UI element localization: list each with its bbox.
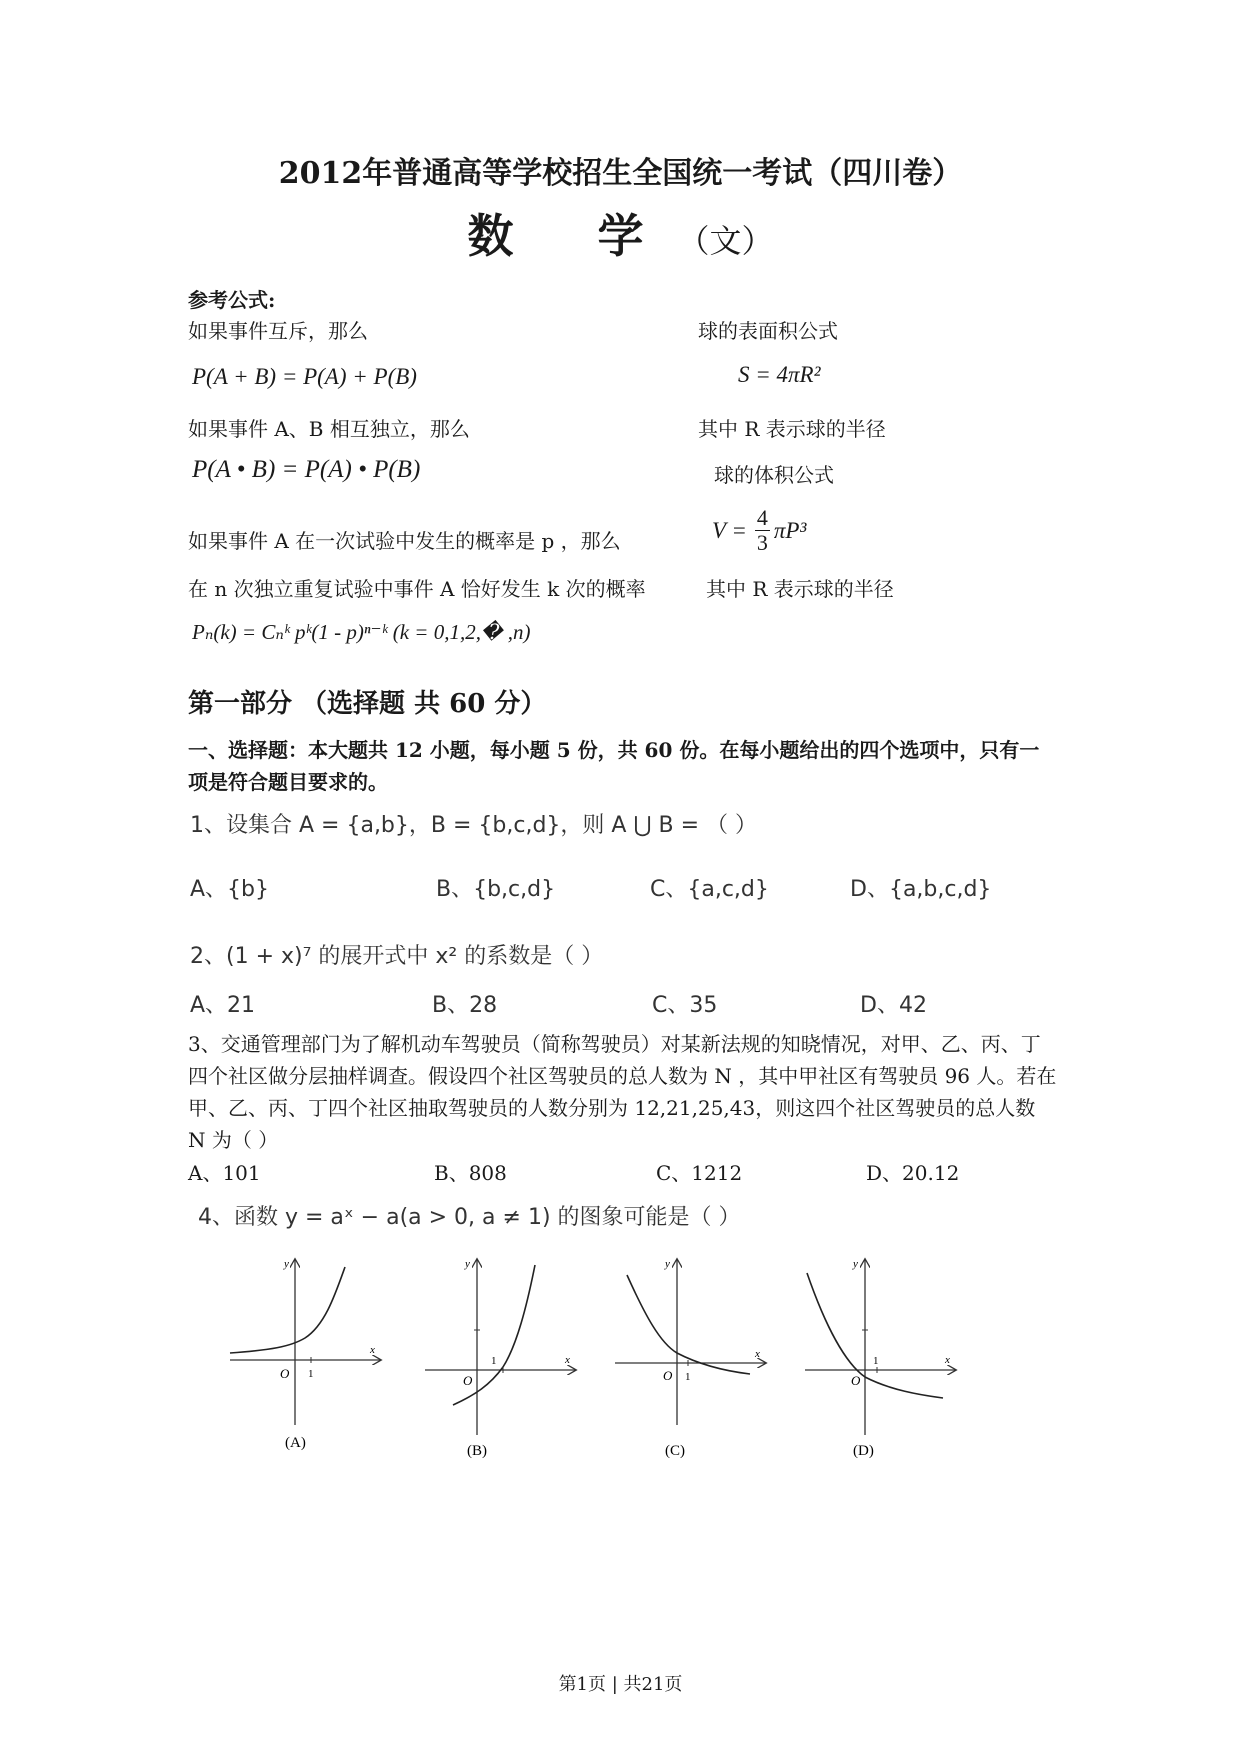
- question-3-option-b: B、808: [434, 1161, 507, 1185]
- graph-d-origin: O: [851, 1373, 861, 1388]
- question-3-option-a: A、101: [188, 1161, 261, 1185]
- formula-right-note2: 其中 R 表示球的半径: [706, 577, 894, 601]
- formulas-heading: 参考公式:: [188, 288, 276, 312]
- question-1-option-c: C、{a,c,d}: [650, 877, 769, 902]
- volume-prefix: V =: [712, 517, 747, 543]
- subject-line: [0, 200, 1241, 266]
- volume-suffix: πP³: [773, 517, 807, 543]
- graph-b: [425, 1258, 575, 1459]
- graph-c-y-label: y: [665, 1258, 670, 1270]
- graph-d-x-label: x: [945, 1354, 950, 1366]
- formula-right-line1: 球的表面积公式: [698, 319, 838, 343]
- question-2-option-c: C、35: [652, 993, 718, 1018]
- question-3-option-c: C、1212: [656, 1161, 743, 1185]
- graph-b-caption: (B): [467, 1443, 487, 1459]
- subject-title: 数 学: [467, 209, 678, 263]
- graph-b-x-label: x: [565, 1354, 570, 1366]
- question-1-option-d: D、{a,b,c,d}: [850, 877, 992, 902]
- question-3-option-d: D、20.12: [866, 1161, 960, 1185]
- page-footer: 第1页 | 共21页: [558, 1674, 683, 1695]
- graph-d-caption: (D): [853, 1443, 874, 1459]
- formula-binomial: Pₙ(k) = Cₙᵏ pᵏ(1 - p)ⁿ⁻ᵏ (k = 0,1,2,� ,n): [192, 620, 531, 644]
- exam-title: 2012年普通高等学校招生全国统一考试（四川卷）: [278, 156, 963, 191]
- graph-d-y-label: y: [853, 1258, 858, 1270]
- part1-heading: 第一部分 （选择题 共 60 分）: [188, 689, 547, 719]
- graph-a-tick: 1: [308, 1368, 314, 1380]
- formula-right-note1: 其中 R 表示球的半径: [698, 417, 886, 441]
- graph-c-tick: 1: [685, 1371, 691, 1383]
- volume-numerator: 4: [756, 505, 768, 530]
- volume-fraction: [755, 506, 770, 555]
- question-2-option-a: A、21: [190, 993, 256, 1018]
- question-4-graphs: [220, 1255, 1000, 1475]
- formula-multiplication: P(A • B) = P(A) • P(B): [192, 456, 421, 483]
- graph-c-origin: O: [663, 1368, 673, 1383]
- graph-a: [230, 1258, 380, 1451]
- question-2-option-d: D、42: [860, 993, 927, 1018]
- graph-d-tick: 1: [873, 1355, 879, 1367]
- formula-left-line1: 如果事件互斥，那么: [188, 319, 368, 343]
- graph-c: [615, 1258, 765, 1459]
- question-2-option-b: B、28: [432, 993, 498, 1018]
- formula-sphere-area: S = 4πR²: [738, 362, 821, 387]
- graph-b-origin: O: [463, 1373, 473, 1388]
- formula-left-line4: 在 n 次独立重复试验中事件 A 恰好发生 k 次的概率: [188, 577, 646, 601]
- formula-sphere-volume: [712, 506, 806, 555]
- graph-a-origin: O: [280, 1366, 290, 1381]
- graph-a-x-label: x: [370, 1344, 375, 1356]
- graph-c-caption: (C): [665, 1443, 685, 1459]
- graph-c-x-label: x: [755, 1348, 760, 1360]
- graph-b-y-label: y: [465, 1258, 470, 1270]
- question-1-option-b: B、{b,c,d}: [436, 877, 556, 902]
- formula-right-line2: 球的体积公式: [714, 463, 834, 487]
- graph-a-caption: (A): [285, 1435, 306, 1451]
- formula-addition: P(A + B) = P(A) + P(B): [192, 364, 417, 389]
- formula-left-line3: 如果事件 A 在一次试验中发生的概率是 p ，那么: [188, 529, 621, 553]
- graph-a-y-label: y: [284, 1258, 289, 1270]
- volume-denominator: 3: [756, 530, 768, 555]
- graph-d: [805, 1258, 955, 1459]
- subject-note: （文）: [677, 222, 774, 260]
- part1-instructions: 一、选择题：本大题共 12 小题，每小题 5 份，共 60 份。在每小题给出的四个选项中，只有一项是符合题目要求的。: [188, 738, 1040, 794]
- formula-left-line2: 如果事件 A、B 相互独立，那么: [188, 417, 470, 441]
- question-2-stem: 2、(1 + x)⁷ 的展开式中 x² 的系数是（ ）: [190, 944, 604, 969]
- question-4-stem: 4、函数 y = aˣ − a(a > 0, a ≠ 1) 的图象可能是（ ）: [198, 1205, 741, 1230]
- question-1-option-a: A、{b}: [190, 877, 270, 902]
- graph-b-tick: 1: [491, 1355, 497, 1367]
- question-3-stem: 3、交通管理部门为了解机动车驾驶员（简称驾驶员）对某新法规的知晓情况，对甲、乙、丙、丁四个社区做分层抽样调查。假设四个社区驾驶员的总人数为 N ，其中甲社区有驾驶员 96 人。若在甲、乙、丙、丁四个社区抽取驾驶员的人数分别为 12,21,25,43，则这四个社区驾驶员的总人数 N 为（ ）: [188, 1032, 1057, 1152]
- question-1-stem: 1、设集合 A = {a,b}，B = {b,c,d}，则 A ⋃ B = （ ）: [190, 813, 757, 838]
